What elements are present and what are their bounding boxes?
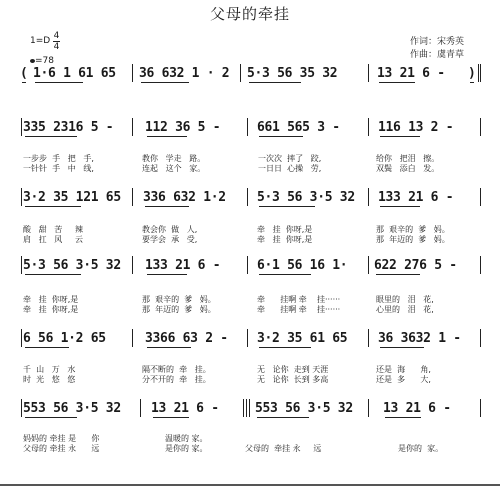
time-signature: [53, 31, 60, 52]
lyric-segment: 牵 挂 你呀,是: [257, 235, 313, 244]
lyric-segment: 分不开的 牵 挂。: [142, 375, 211, 384]
measure-notes: ): [468, 66, 476, 81]
lyric-segment: 教你 学走 路。: [142, 154, 206, 163]
beam-line: [376, 274, 420, 275]
measure-notes: 5·3 56 3·5 32: [23, 258, 121, 273]
lyric-segment: 时 光 悠 悠: [23, 375, 76, 384]
lyric-segment: 要学会 承 受,: [142, 235, 198, 244]
beam-line: [380, 347, 424, 348]
tempo-value: =78: [35, 56, 54, 66]
lyric-segment: 还是 海 角,: [376, 365, 431, 374]
beam-line: [153, 417, 189, 418]
lyric-segment: 一次次 摔了 跤,: [258, 154, 322, 163]
bar-line: [480, 256, 481, 274]
beam-line: [25, 417, 77, 418]
composer: 作曲：虞青草: [410, 50, 465, 60]
bar-line: [368, 64, 369, 82]
lyric-segment: 肩 扛 风 云: [23, 235, 83, 244]
measure-notes: 112 36 5 -: [145, 120, 221, 135]
beam-line: [22, 82, 26, 83]
beam-line: [259, 206, 315, 207]
bar-line: [480, 188, 481, 206]
bar-line: [480, 64, 481, 82]
lyric-segment: 无 论你 走到 天涯: [257, 365, 329, 374]
beam-line: [35, 82, 83, 83]
time-denominator: 4: [53, 42, 60, 52]
bar-line: [368, 188, 369, 206]
lyric-segment: 牵 挂 你呀,是: [23, 295, 79, 304]
lyric-segment: 一针针 手 中 线,: [23, 164, 94, 173]
bar-line: [132, 256, 133, 274]
lyric-segment: 心里的 泪 花,: [376, 305, 434, 314]
measure-notes: 13 21 6 -: [151, 401, 219, 416]
measure-notes: 133 21 6 -: [378, 190, 454, 205]
bar-line: [21, 118, 22, 136]
bar-line: [21, 399, 22, 417]
bar-line: [21, 329, 22, 347]
bar-line: [132, 118, 133, 136]
measure-notes: 6 56 1·2 65: [23, 331, 106, 346]
measure-notes: 553 56 3·5 32: [23, 401, 121, 416]
bar-line: [247, 329, 248, 347]
lyric-segment: 那 艰辛的 爹 妈。: [376, 225, 450, 234]
measure-notes: 5·3 56 3·5 32: [257, 190, 355, 205]
measure-notes: 336 632 1·2: [143, 190, 226, 205]
lyric-segment: 一步步 手 把 手,: [23, 154, 94, 163]
bar-line: [368, 256, 369, 274]
bar-line: [368, 399, 369, 417]
beam-line: [385, 417, 421, 418]
bar-line: [21, 188, 22, 206]
beam-line: [25, 136, 77, 137]
lyric-segment: 给你 把泪 擦。: [376, 154, 440, 163]
lyric-segment: 牵 挂 你呀,是: [257, 225, 313, 234]
lyric-segment: 那 年迈的 爹 妈。: [142, 305, 216, 314]
measure-notes: 6·1 56 16 1·: [257, 258, 348, 273]
lyric-segment: 是你的 家。: [398, 444, 444, 453]
measure-notes: 3366 63 2 -: [145, 331, 228, 346]
beam-line: [380, 136, 420, 137]
lyric-segment: 父母的 牵挂 永 远: [23, 444, 100, 453]
bar-line: [132, 64, 133, 82]
beam-line: [25, 206, 81, 207]
bar-line: [480, 329, 481, 347]
beam-line: [249, 82, 301, 83]
measure-notes: 13 21 6 -: [383, 401, 451, 416]
lyric-segment: 那 艰辛的 爹 妈。: [142, 295, 216, 304]
repeat-bar-line: [246, 399, 247, 417]
measure-notes: 5·3 56 35 32: [247, 66, 338, 81]
measure-notes: 116 13 2 -: [378, 120, 454, 135]
tempo-marking: [30, 56, 54, 66]
time-numerator: 4: [53, 31, 60, 41]
beam-line: [145, 206, 189, 207]
measure-notes: 36 632 1 · 2: [139, 66, 230, 81]
measure-notes: 133 21 6 -: [145, 258, 221, 273]
bar-line: [247, 118, 248, 136]
bar-line: [21, 256, 22, 274]
beam-line: [259, 136, 303, 137]
beam-line: [147, 347, 191, 348]
lyric-segment: 还是 多 大,: [376, 375, 431, 384]
lyric-segment: 牵 挂啊 牵 挂······: [257, 305, 341, 314]
measure-notes: 622 276 5 -: [374, 258, 457, 273]
measure-notes: 335 2316 5 -: [23, 120, 114, 135]
bar-line: [247, 188, 248, 206]
beam-line: [379, 82, 415, 83]
bar-line: [140, 399, 141, 417]
beam-line: [257, 417, 309, 418]
bar-line: [480, 118, 481, 136]
measure-notes: (: [20, 66, 28, 81]
repeat-bar-line: [249, 399, 250, 417]
lyric-segment: 那 年迈的 爹 妈。: [376, 235, 450, 244]
bar-line: [368, 329, 369, 347]
beam-line: [147, 136, 187, 137]
beam-line: [380, 206, 420, 207]
bar-line: [132, 329, 133, 347]
lyric-segment: 双鬓 添白 发。: [376, 164, 440, 173]
measure-notes: 3·2 35 61 65: [257, 331, 348, 346]
measure-notes: 36 3632 1 -: [378, 331, 461, 346]
lyric-segment: 教会你 做 人,: [142, 225, 198, 234]
measure-notes: 661 565 3 -: [257, 120, 340, 135]
lyric-segment: 父母的 牵挂 永 远: [245, 444, 322, 453]
lyric-segment: 一日日 心操 劳,: [258, 164, 322, 173]
bar-line: [132, 188, 133, 206]
lyric-segment: 眼里的 泪 花,: [376, 295, 434, 304]
lyric-segment: 千 山 万 水: [23, 365, 76, 374]
song-title: 父母的牵挂: [209, 5, 290, 23]
beam-line: [147, 274, 187, 275]
bar-line: [243, 399, 244, 417]
bar-line: [247, 256, 248, 274]
lyric-segment: 牵 挂 你呀,是: [23, 305, 79, 314]
bar-line: [480, 399, 481, 417]
lyricist: 作词：宋秀英: [410, 37, 465, 47]
beam-line: [25, 347, 69, 348]
measure-notes: 1·6 1 61 65: [33, 66, 116, 81]
lyric-segment: 无 论你 长到 多高: [257, 375, 329, 384]
key-signature: 1=D: [30, 36, 51, 46]
measure-notes: 553 56 3·5 32: [255, 401, 353, 416]
lyric-segment: 牵 挂啊 牵 挂······: [257, 295, 341, 304]
lyric-segment: 妈妈的 牵挂 是 你: [23, 434, 100, 443]
bar-line: [368, 118, 369, 136]
lyric-segment: 是你的 家。: [165, 444, 208, 453]
bar-line: [478, 64, 479, 82]
lyric-segment: 隔不断的 牵 挂。: [142, 365, 211, 374]
measure-notes: 3·2 35 121 65: [23, 190, 121, 205]
lyric-segment: 温暖的 家。: [165, 434, 208, 443]
measure-notes: 13 21 6 -: [377, 66, 445, 81]
beam-line: [141, 82, 189, 83]
beam-line: [470, 82, 474, 83]
lyric-segment: 连起 这个 家。: [142, 164, 206, 173]
beam-line: [259, 347, 311, 348]
beam-line: [25, 274, 81, 275]
beam-line: [259, 274, 311, 275]
bar-line: [240, 64, 241, 82]
lyric-segment: 酸 甜 苦 辣: [23, 225, 83, 234]
credits: [410, 36, 464, 62]
